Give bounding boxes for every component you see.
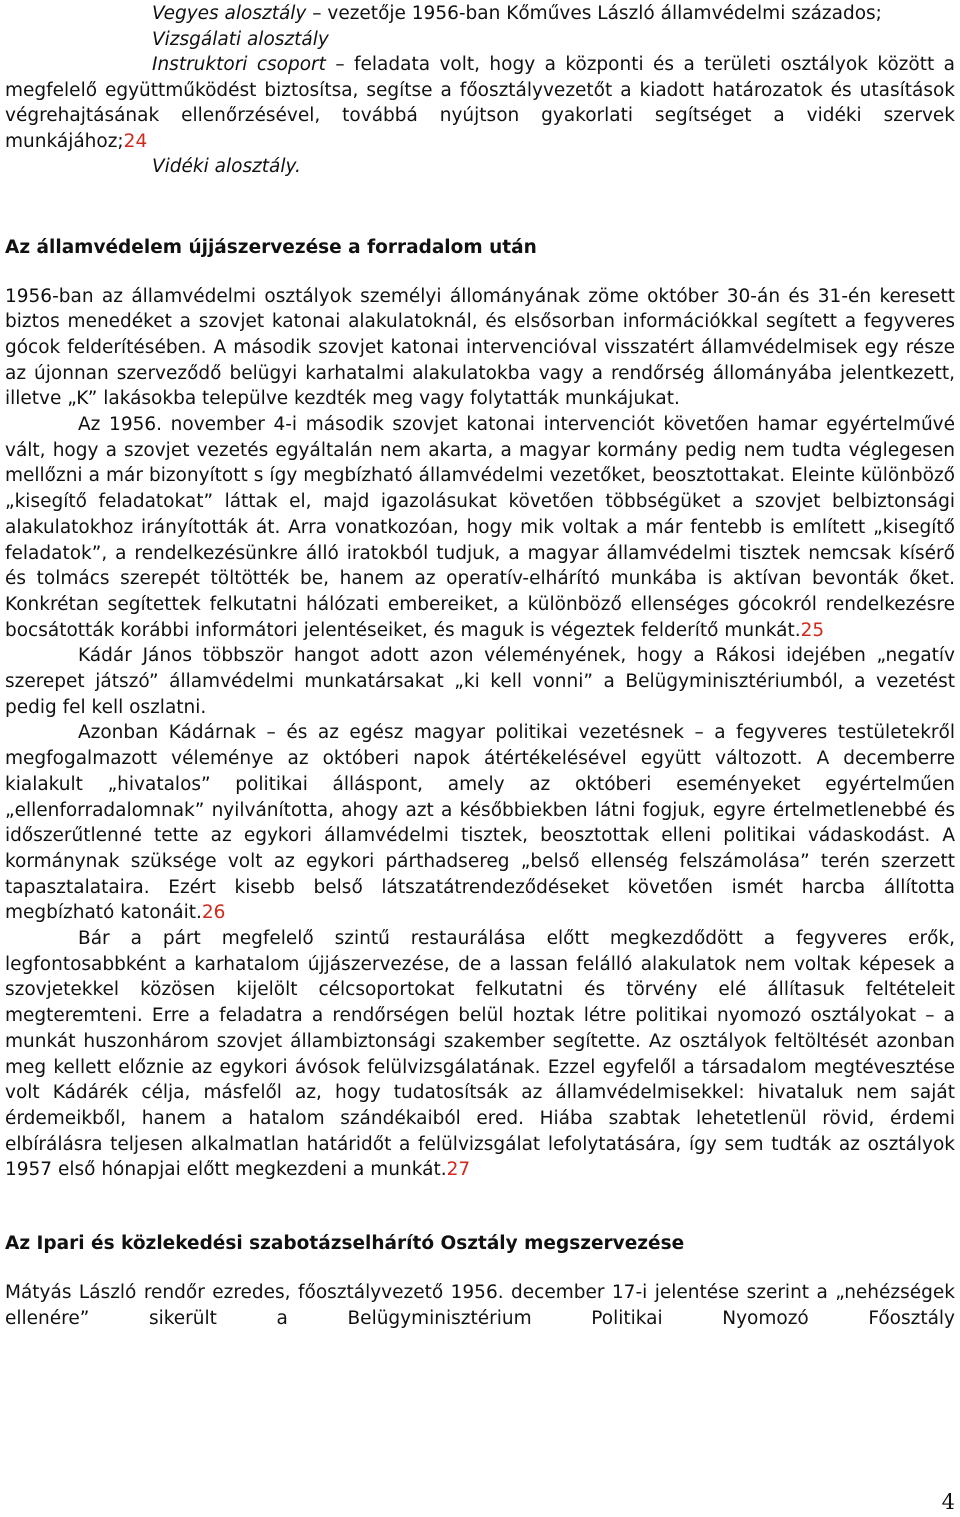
paragraph: 1956-ban az államvédelmi osztályok személyi állományának zöme október 30-án és 31-én keresett biztos menedéket a szovjet katonai alakulatoknál, és elsősorban információkkal segített a fegyveres gócok felderítésében. A második szovjet katonai intervencióval visszatért államvédelmisek egy része az újonnan szerveződő belügyi karhatalmi alakulatokba vagy a rendőrség állományába jelentkezett, illetve „K” lakásokba települve kezdték meg vagy folytatták munkájukat. [5, 285, 955, 410]
list-item-videki: Vidéki alosztály. [152, 156, 301, 177]
document-page [5, 0, 955, 1332]
paragraph: Kádár János többször hangot adott azon véleményének, hogy a Rákosi idejében „negatív szerepet játszó” államvédelmi munkatársakat „ki kell vonni” a Belügyminisztériumból, a vezetést pedig fel kell oszlatni. [5, 645, 955, 718]
list-item-vegyes [5, 1, 955, 27]
list-item-vizsgalati: Vizsgálati alosztály [152, 28, 329, 50]
footnote-ref-27[interactable]: 27 [446, 1159, 471, 1181]
unit-description: – feladata volt, hogy a központi és a területi osztályok között a megfelelő együttműködést biztosítsa, segítse a főosztályvezetőt a kiadott határozatok és utasítások végrehajtásának ellenőrzésével, továbbá nyújtson gyakorlati segítséget a vidéki szervek munkájához; [5, 54, 955, 152]
paragraph [5, 926, 955, 1183]
footnote-ref-25[interactable]: 25 [800, 619, 825, 641]
section-body-sabotage-department [5, 1280, 955, 1331]
list-item-instruktori [5, 52, 955, 154]
unit-description: – vezetője 1956-ban Kőműves László államvédelmi százados; [306, 3, 882, 24]
paragraph: Mátyás László rendőr ezredes, főosztályvezető 1956. december 17-i jelentése szerint a „nehézségek ellenére” sikerült a Belügyminisztérium Politikai Nyomozó Főosztály [5, 1282, 955, 1329]
paragraph-text: Azonban Kádárnak – és az egész magyar politikai vezetésnek – a fegyveres testületekről megfogalmazott véleménye az októberi napok átértékelésével együtt változott. A decemberre kialakult „hivatalos” politikai álláspont, amely az októberi eseményeket egyértelműen „ellenforradalomnak” nyilvánította, ahogy azt a későbbiekben látni fogjuk, egyre értelmetlenebbé és időszerűtlenné tette az egykori államvédelmi tisztek, beosztottak elleni politikai vádaskodást. A kormánynak szüksége volt az egykori párthadsereg „belső ellenség felszámolása” terén szerzett tapasztalataira. Ezért kisebb belső látszatátrendeződéseket követően ismét harcba állította megbízható katonáit. [5, 722, 955, 924]
section-body-reorganization [5, 284, 955, 1184]
page-number: 4 [941, 1490, 955, 1514]
footnote-ref-26[interactable]: 26 [201, 902, 226, 924]
unit-name: Instruktori csoport [152, 54, 326, 75]
footnote-ref-24[interactable]: 24 [123, 130, 148, 152]
section-heading-reorganization: Az államvédelem újjászervezése a forradalom után [5, 236, 537, 258]
paragraph-text: Bár a párt megfelelő szintű restaurálása előtt megkezdődött a fegyveres erők, legfontosabbként a karhatalom újjászervezése, de a lassan felálló alakulatok nem voltak képesek a szovjetekkel közösen kijelölt célcsoportokat felkutatni és törvény elé állítasuk feltételeit megteremteni. Erre a feladatra a rendőrségen belül hoztak létre politikai nyomozó osztályokat – a munkát huszonhárom szovjet állambiztonsági szakember segítette. Az osztályok feltöltését azonban meg kellett előznie az egykori ávósok felülvizsgálatának. Ezzel egyfelől a társadalom megtévesztése volt Kádárék célja, másfelől az, hogy tudatosítsák az államvédelmisekkel: hivataluk nem saját érdemeikből, hanem a hatalom szándékaiból ered. Hiába szabtak lehetetlenül rövid, érdemi elbírálásra teljesen alkalmatlan határidőt a felülvizsgálat lefolytatására, így sem tudták az osztályok 1957 első hónapjai előtt megkezdeni a munkát. [5, 928, 955, 1181]
paragraph [5, 412, 955, 643]
unit-list [5, 1, 955, 180]
unit-name: Vegyes alosztály [152, 3, 307, 24]
paragraph [5, 720, 955, 926]
paragraph-text: Az 1956. november 4-i második szovjet katonai intervenciót követően hamar egyértelművé vált, hogy a szovjet vezetés egyáltalán nem akarta, a magyar kormány pedig nem tudta véglegesen mellőzni a már bizonyított s így megbízható államvédelmi vezetőket, beosztottakat. Eleinte különböző „kisegítő feladatokat” láttak el, majd igazolásukat követően többségüket a szovjet belbiztonsági alakulatokhoz irányították át. Arra vonatkozóan, hogy mik voltak a már fentebb is említett „kisegítő feladatok”, a rendelkezésünkre álló iratokból tudjuk, a magyar államvédelmi tisztek nemcsak kísérő és tolmács szerepét töltötték be, hanem az operatív-elhárító munkába is aktívan bevonták őket. Konkrétan segítettek felkutatni hálózati embereiket, a különböző ellenséges gócokról rendelkezésre bocsátották korábbi informátori jelentéseiket, és maguk is végeztek felderítő munkát. [5, 414, 955, 641]
section-heading-sabotage-department: Az Ipari és közlekedési szabotázselhárító Osztály megszervezése [5, 1233, 685, 1255]
